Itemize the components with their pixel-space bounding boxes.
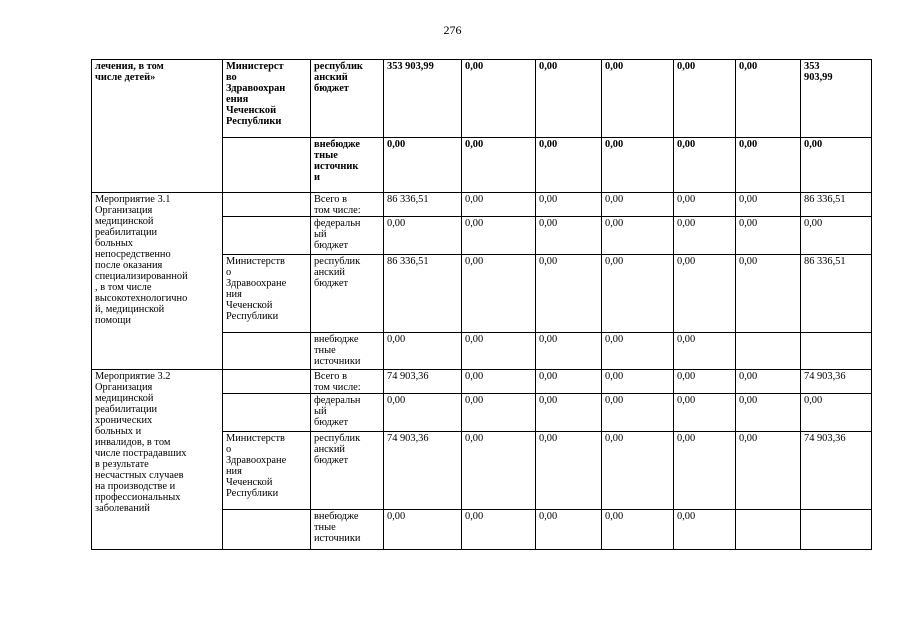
amount-cell: 0,00	[602, 193, 674, 217]
amount-cell: 0,00	[462, 138, 536, 193]
executor-cell	[223, 217, 311, 255]
executor-cell	[223, 510, 311, 550]
amount-cell: 0,00	[674, 138, 736, 193]
amount-cell: 0,00	[736, 60, 801, 138]
amount-cell: 0,00	[462, 370, 536, 394]
amount-cell: 0,00	[801, 217, 872, 255]
amount-cell	[801, 333, 872, 370]
amount-cell: 0,00	[674, 217, 736, 255]
amount-cell: 0,00	[736, 432, 801, 510]
executor-cell: Министерст во Здравоохран ения Чеченской Республики	[223, 60, 311, 138]
amount-cell: 0,00	[602, 60, 674, 138]
amount-cell: 0,00	[602, 217, 674, 255]
amount-cell: 0,00	[801, 138, 872, 193]
amount-cell: 0,00	[602, 510, 674, 550]
amount-cell: 0,00	[674, 255, 736, 333]
funding-source-cell: Всего в том числе:	[311, 193, 384, 217]
amount-cell: 86 336,51	[384, 193, 462, 217]
amount-cell: 0,00	[462, 255, 536, 333]
amount-cell: 0,00	[384, 138, 462, 193]
amount-cell: 0,00	[736, 217, 801, 255]
amount-cell: 0,00	[602, 370, 674, 394]
funding-source-cell: внебюдже тные источники	[311, 333, 384, 370]
amount-cell: 0,00	[462, 432, 536, 510]
amount-cell: 353 903,99	[384, 60, 462, 138]
amount-cell: 0,00	[536, 138, 602, 193]
executor-cell	[223, 370, 311, 394]
amount-cell: 0,00	[462, 217, 536, 255]
amount-cell: 0,00	[536, 370, 602, 394]
amount-cell: 0,00	[384, 217, 462, 255]
funding-source-cell: внебюдже тные источники	[311, 510, 384, 550]
table-row	[92, 60, 872, 138]
amount-cell: 0,00	[462, 60, 536, 138]
executor-cell: Министерств о Здравоохране ния Чеченской Республики	[223, 432, 311, 510]
amount-cell: 0,00	[674, 193, 736, 217]
executor-cell	[223, 138, 311, 193]
amount-cell: 0,00	[536, 217, 602, 255]
executor-cell	[223, 394, 311, 432]
amount-cell: 0,00	[384, 333, 462, 370]
amount-cell: 0,00	[736, 255, 801, 333]
amount-cell: 0,00	[674, 60, 736, 138]
funding-source-cell: республик анский бюджет	[311, 255, 384, 333]
amount-cell: 0,00	[462, 394, 536, 432]
amount-cell: 0,00	[536, 333, 602, 370]
amount-cell: 0,00	[602, 255, 674, 333]
amount-cell: 0,00	[602, 138, 674, 193]
amount-cell: 0,00	[384, 394, 462, 432]
budget-table-body	[92, 60, 872, 550]
amount-cell: 74 903,36	[384, 432, 462, 510]
amount-cell: 0,00	[674, 370, 736, 394]
amount-cell: 0,00	[536, 255, 602, 333]
amount-cell: 0,00	[536, 394, 602, 432]
amount-cell: 74 903,36	[801, 432, 872, 510]
amount-cell: 74 903,36	[801, 370, 872, 394]
budget-table	[91, 59, 872, 550]
event-cell: Мероприятие 3.2 Организация медицинской реабилитации хронических больных и инвалидов, в том числе пострадавших в результате несчастных случаев на производстве и профессиональных заболеваний	[92, 370, 223, 550]
executor-cell	[223, 333, 311, 370]
amount-cell: 0,00	[536, 193, 602, 217]
page-number: 276	[443, 23, 462, 37]
amount-cell: 0,00	[674, 394, 736, 432]
amount-cell: 0,00	[536, 510, 602, 550]
amount-cell: 0,00	[462, 333, 536, 370]
amount-cell: 86 336,51	[801, 193, 872, 217]
amount-cell	[736, 333, 801, 370]
amount-cell: 0,00	[736, 138, 801, 193]
amount-cell: 0,00	[602, 432, 674, 510]
amount-cell: 0,00	[602, 333, 674, 370]
funding-source-cell: республик анский бюджет	[311, 432, 384, 510]
amount-cell: 0,00	[462, 193, 536, 217]
amount-cell: 86 336,51	[384, 255, 462, 333]
executor-cell: Министерств о Здравоохране ния Чеченской Республики	[223, 255, 311, 333]
funding-source-cell: внебюдже тные источник и	[311, 138, 384, 193]
table-row	[92, 370, 872, 394]
event-cell: лечения, в том числе детей»	[92, 60, 223, 193]
funding-source-cell: федеральн ый бюджет	[311, 217, 384, 255]
amount-cell: 0,00	[736, 370, 801, 394]
funding-source-cell: Всего в том числе:	[311, 370, 384, 394]
funding-source-cell: республик анский бюджет	[311, 60, 384, 138]
amount-cell: 0,00	[602, 394, 674, 432]
amount-cell: 0,00	[674, 333, 736, 370]
amount-cell: 0,00	[736, 193, 801, 217]
event-cell: Мероприятие 3.1 Организация медицинской реабилитации больных непосредственно после оказания специализированной , в том числе высокотехнологично й, медицинской помощи	[92, 193, 223, 370]
amount-cell: 0,00	[462, 510, 536, 550]
amount-cell: 0,00	[674, 432, 736, 510]
amount-cell: 0,00	[736, 394, 801, 432]
amount-cell: 0,00	[536, 60, 602, 138]
amount-cell	[801, 510, 872, 550]
amount-cell: 74 903,36	[384, 370, 462, 394]
amount-cell: 0,00	[536, 432, 602, 510]
table-row	[92, 193, 872, 217]
amount-cell: 353 903,99	[801, 60, 872, 138]
amount-cell: 0,00	[384, 510, 462, 550]
amount-cell: 0,00	[801, 394, 872, 432]
amount-cell: 86 336,51	[801, 255, 872, 333]
amount-cell	[736, 510, 801, 550]
executor-cell	[223, 193, 311, 217]
funding-source-cell: федеральн ый бюджет	[311, 394, 384, 432]
amount-cell: 0,00	[674, 510, 736, 550]
